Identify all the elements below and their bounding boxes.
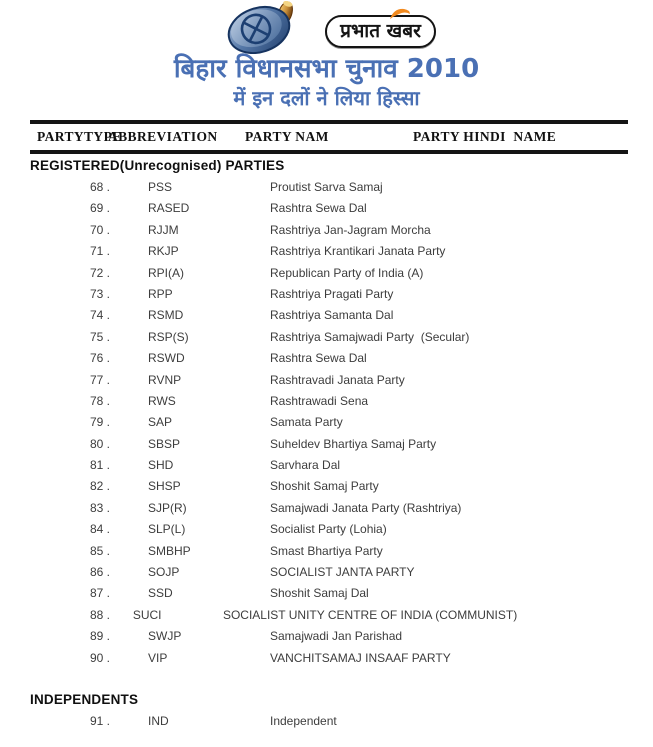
party-abbreviation: SOJP — [148, 565, 180, 580]
party-abbreviation: SSD — [148, 586, 173, 601]
party-abbreviation: SHD — [148, 458, 174, 473]
party-row — [30, 266, 628, 287]
party-row — [30, 544, 628, 565]
party-abbreviation: SAP — [148, 415, 173, 430]
party-name: Rashtrawadi Sena — [270, 393, 369, 408]
party-abbreviation: SJP(R) — [148, 500, 187, 515]
party-abbreviation: RVNP — [148, 372, 182, 387]
party-row — [30, 287, 628, 308]
party-name: Rashtravadi Janata Party — [270, 372, 405, 387]
party-name: Sarvhara Dal — [270, 458, 341, 473]
logo-text: प्रभात खबर — [340, 20, 421, 42]
party-number: 76 . — [90, 351, 111, 366]
party-row — [30, 501, 628, 522]
party-number: 81 . — [90, 458, 111, 473]
party-number: 86 . — [90, 565, 111, 580]
masthead — [0, 0, 653, 54]
section-rows — [30, 180, 628, 672]
party-row — [30, 415, 628, 436]
column-party-name: PARTY NAM — [245, 129, 329, 144]
party-number: 77 . — [90, 372, 111, 387]
election-stamp-icon — [217, 0, 313, 54]
flame-icon — [389, 8, 411, 20]
party-name: Republican Party of India (A) — [270, 265, 424, 280]
party-name: Independent — [270, 713, 337, 728]
party-number: 87 . — [90, 586, 111, 601]
party-row — [30, 714, 628, 735]
party-abbreviation: SLP(L) — [148, 522, 186, 537]
party-row — [30, 394, 628, 415]
party-name: Rashtriya Samanta Dal — [270, 308, 394, 323]
party-abbreviation: RSMD — [148, 308, 184, 323]
party-row — [30, 586, 628, 607]
party-row — [30, 565, 628, 586]
party-number: 91 . — [90, 713, 111, 728]
party-number: 80 . — [90, 436, 111, 451]
party-number: 70 . — [90, 222, 111, 237]
party-abbreviation: RSP(S) — [148, 329, 189, 344]
party-abbreviation: RPI(A) — [148, 265, 184, 280]
section-title: INDEPENDENTS — [30, 691, 139, 707]
party-number: 79 . — [90, 415, 111, 430]
party-name: Samajwadi Jan Parishad — [270, 629, 403, 644]
party-number: 69 . — [90, 201, 111, 216]
party-number: 82 . — [90, 479, 111, 494]
party-number: 72 . — [90, 265, 111, 280]
party-name: Proutist Sarva Samaj — [270, 180, 383, 194]
party-row — [30, 244, 628, 265]
party-section — [30, 692, 628, 735]
party-row — [30, 651, 628, 672]
party-name: Smast Bhartiya Party — [270, 543, 383, 558]
party-number: 71 . — [90, 244, 111, 259]
party-name: Suheldev Bhartiya Samaj Party — [270, 436, 437, 451]
party-row — [30, 201, 628, 222]
party-number: 89 . — [90, 629, 111, 644]
party-abbreviation: SBSP — [148, 436, 181, 451]
party-row — [30, 330, 628, 351]
party-name: Rashtriya Jan-Jagram Morcha — [270, 222, 431, 237]
section-title: REGISTERED(Unrecognised) PARTIES — [30, 158, 285, 173]
party-abbreviation: RASED — [148, 201, 190, 216]
party-name: VANCHITSAMAJ INSAAF PARTY — [270, 650, 451, 665]
party-abbreviation: IND — [148, 713, 169, 728]
party-number: 78 . — [90, 393, 111, 408]
party-number: 88 . — [90, 607, 111, 622]
party-abbreviation: VIP — [148, 650, 168, 665]
party-number: 73 . — [90, 286, 111, 301]
party-name: Rashtriya Samajwadi Party (Secular) — [270, 329, 470, 344]
column-partytype: PARTYTYPE — [37, 129, 122, 144]
party-row — [30, 479, 628, 500]
party-abbreviation: RPP — [148, 286, 173, 301]
page-subtitle: में इन दलों ने लिया हिस्सा — [233, 86, 420, 110]
party-name: Rashtriya Pragati Party — [270, 286, 394, 301]
party-abbreviation: RWS — [148, 393, 176, 408]
column-party-hindi-name: PARTY HINDI NAME — [413, 129, 557, 144]
page-title: बिहार विधानसभा चुनाव 2010 — [173, 54, 480, 84]
party-abbreviation: PSS — [148, 180, 173, 194]
party-row — [30, 223, 628, 244]
party-number: 85 . — [90, 543, 111, 558]
party-name: Rashtra Sewa Dal — [270, 351, 367, 366]
party-abbreviation: RSWD — [148, 351, 185, 366]
party-abbreviation: SMBHP — [148, 543, 191, 558]
party-abbreviation: SHSP — [148, 479, 181, 494]
party-row — [30, 437, 628, 458]
party-name: Shoshit Samaj Party — [270, 479, 379, 494]
party-name: Rashtriya Krantikari Janata Party — [270, 244, 446, 259]
party-name: SOCIALIST JANTA PARTY — [270, 565, 415, 580]
party-row — [30, 522, 628, 543]
party-table — [30, 120, 628, 735]
party-name: Samata Party — [270, 415, 343, 430]
party-name: SOCIALIST UNITY CENTRE OF INDIA (COMMUNIST) — [222, 607, 518, 622]
table-header — [30, 120, 628, 154]
party-row — [30, 373, 628, 394]
column-abbreviation: ABBREVIATION — [108, 129, 218, 144]
party-number: 75 . — [90, 329, 111, 344]
party-row — [30, 180, 628, 201]
party-row — [30, 351, 628, 372]
party-number: 68 . — [90, 180, 111, 194]
party-name: Shoshit Samaj Dal — [270, 586, 369, 601]
party-row — [30, 608, 628, 629]
party-number: 74 . — [90, 308, 111, 323]
party-row — [30, 308, 628, 329]
party-name: Socialist Party (Lohia) — [270, 522, 387, 537]
party-section — [30, 158, 628, 672]
party-abbreviation: SUCI — [132, 607, 162, 622]
prabhat-khabar-logo — [325, 15, 436, 48]
table-body — [30, 154, 628, 735]
party-row — [30, 458, 628, 479]
party-number: 84 . — [90, 522, 111, 537]
party-abbreviation: RKJP — [148, 244, 179, 259]
section-rows — [30, 714, 628, 735]
party-number: 90 . — [90, 650, 111, 665]
party-abbreviation: RJJM — [148, 222, 179, 237]
party-row — [30, 629, 628, 650]
party-number: 83 . — [90, 500, 111, 515]
party-abbreviation: SWJP — [148, 629, 182, 644]
party-name: Samajwadi Janata Party (Rashtriya) — [270, 500, 462, 515]
party-name: Rashtra Sewa Dal — [270, 201, 367, 216]
